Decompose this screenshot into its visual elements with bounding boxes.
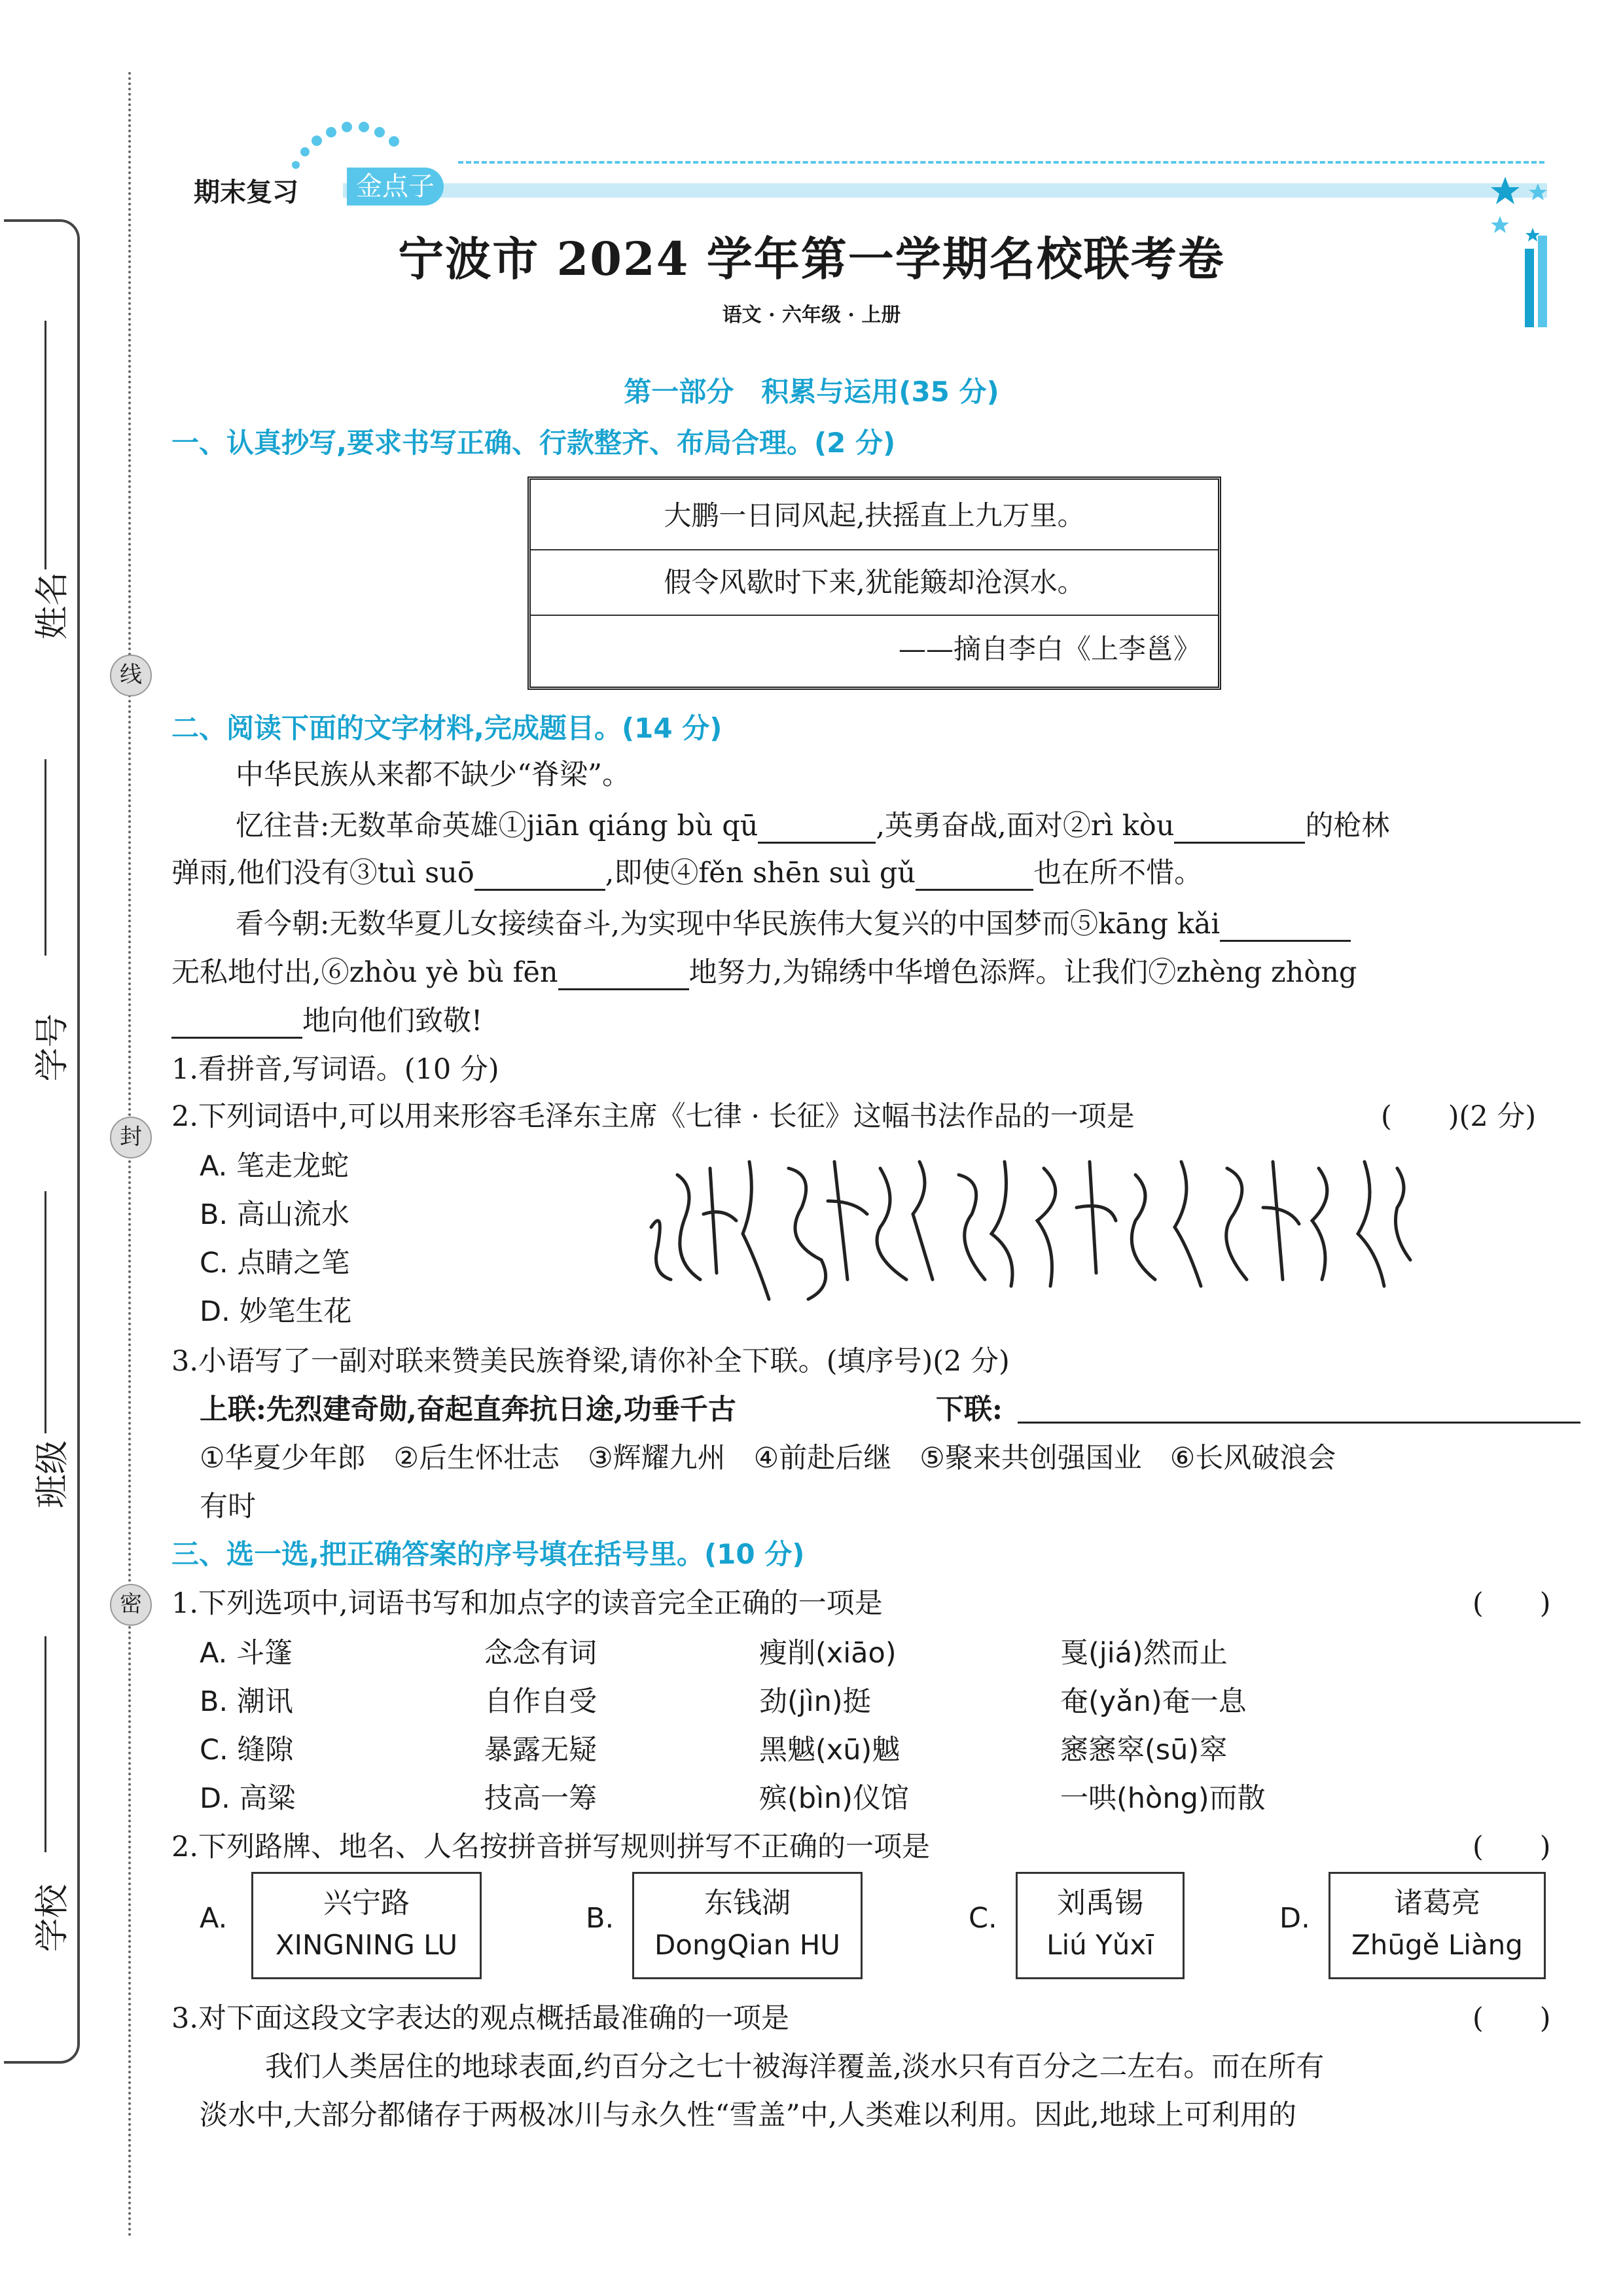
name-label: 姓名 bbox=[33, 571, 73, 640]
copy-line-1: 大鹏一日同风起,扶摇直上九万里。 bbox=[664, 499, 1085, 531]
sign-c-letter[interactable]: C. bbox=[969, 1902, 997, 1935]
q2-line-3 bbox=[171, 851, 1202, 891]
class-blank[interactable] bbox=[45, 1191, 46, 1433]
blank-2[interactable] bbox=[1174, 842, 1305, 844]
q2-text: 忆往昔:无数革命英雄①jiān qiáng bù qū bbox=[236, 810, 758, 842]
q3-passage-1: 我们人类居住的地球表面,约百分之七十被海洋覆盖,淡水只有百分之二左右。而在所有 bbox=[265, 2051, 1325, 2083]
sign-a-cn: 兴宁路 bbox=[323, 1886, 410, 1920]
q2-opt-b[interactable]: B. 高山流水 bbox=[200, 1198, 349, 1231]
number-blank[interactable] bbox=[45, 759, 46, 956]
q2-opt-c[interactable]: C. 点睛之笔 bbox=[200, 1247, 350, 1280]
q2-line-6 bbox=[171, 999, 482, 1039]
couplet-lower-label: 下联: bbox=[936, 1393, 1003, 1426]
copy-box bbox=[527, 476, 1221, 690]
header-bar bbox=[343, 183, 1547, 198]
q3-row-d-1[interactable]: D. 高粱 bbox=[200, 1782, 296, 1815]
q3-sub-1-paren[interactable]: ( ) bbox=[1472, 1587, 1551, 1620]
q2-text: 也在所不惜。 bbox=[1033, 857, 1203, 889]
q3-row-d-4: 一哄(hòng)而散 bbox=[1060, 1782, 1266, 1815]
q2-para-1: 中华民族从来都不缺少“脊梁”。 bbox=[236, 759, 630, 791]
sign-a-letter[interactable]: A. bbox=[200, 1902, 228, 1935]
seal-line: 线 bbox=[110, 655, 152, 696]
q3-row-a-4: 戛(jiá)然而止 bbox=[1060, 1637, 1228, 1670]
q2-sub-2-paren[interactable]: ( )(2 分) bbox=[1381, 1100, 1537, 1133]
blank-4[interactable] bbox=[916, 889, 1033, 891]
sign-b-cn: 东钱湖 bbox=[704, 1886, 791, 1920]
header-tag-gold: 金点子 bbox=[347, 168, 444, 206]
q3-passage-2: 淡水中,大部分都储存于两极冰川与永久性“雪盖”中,人类难以利用。因此,地球上可利用的 bbox=[200, 2099, 1296, 2132]
q3-sub-3: 3.对下面这段文字表达的观点概括最准确的一项是 bbox=[171, 2002, 790, 2035]
q3-heading: 三、选一选,把正确答案的序号填在括号里。(10 分) bbox=[171, 1538, 805, 1570]
sign-b bbox=[632, 1872, 863, 1979]
dots-arc-icon bbox=[288, 119, 406, 171]
q3-row-b-3: 劲(jìn)挺 bbox=[759, 1685, 871, 1718]
sign-d bbox=[1329, 1872, 1546, 1979]
copy-line-2: 假令风歇时下来,犹能簸却沧溟水。 bbox=[664, 566, 1085, 598]
binding-margin bbox=[4, 219, 80, 2064]
sign-d-py: Zhūgě Liàng bbox=[1351, 1929, 1523, 1961]
copy-source: ——摘自李白《上李邕》 bbox=[898, 633, 1201, 665]
couplet-options-cont: 有时 bbox=[200, 1490, 256, 1523]
sign-a-py: XINGNING LU bbox=[275, 1929, 458, 1961]
page-subtitle: 语文 · 六年级 · 上册 bbox=[722, 304, 901, 327]
sign-b-py: DongQian HU bbox=[654, 1929, 841, 1961]
q3-sub-2: 2.下列路牌、地名、人名按拼音拼写规则拼写不正确的一项是 bbox=[171, 1831, 931, 1863]
q2-text: 的枪林 bbox=[1305, 810, 1390, 842]
blank-7[interactable] bbox=[171, 1037, 302, 1039]
q3-row-c-4: 窸窸窣(sū)窣 bbox=[1060, 1734, 1228, 1767]
blank-3[interactable] bbox=[474, 889, 605, 891]
couplet-upper: 上联:先烈建奇勋,奋起直奔抗日途,功垂千古 bbox=[200, 1393, 736, 1426]
q3-row-a-2: 念念有词 bbox=[484, 1637, 597, 1670]
school-blank[interactable] bbox=[45, 1636, 46, 1852]
q3-row-b-1[interactable]: B. 潮讯 bbox=[200, 1685, 293, 1718]
part-one-title: 第一部分 积累与运用(35 分) bbox=[624, 376, 999, 408]
header-tag-review: 期末复习 bbox=[194, 177, 298, 207]
q2-heading: 二、阅读下面的文字材料,完成题目。(14 分) bbox=[171, 712, 722, 744]
q2-opt-a[interactable]: A. 笔走龙蛇 bbox=[200, 1150, 349, 1183]
sign-d-cn: 诸葛亮 bbox=[1394, 1886, 1480, 1920]
q2-line-5 bbox=[171, 950, 1357, 990]
q3-row-b-4: 奄(yǎn)奄一息 bbox=[1060, 1685, 1247, 1718]
seal-seal: 封 bbox=[110, 1117, 152, 1158]
q3-row-d-3: 殡(bìn)仪馆 bbox=[759, 1782, 910, 1815]
class-label: 班级 bbox=[33, 1440, 73, 1509]
blank-1[interactable] bbox=[758, 842, 876, 844]
q2-text: ,即使④fěn shēn suì gǔ bbox=[605, 857, 916, 889]
q3-row-c-1[interactable]: C. 缝隙 bbox=[200, 1734, 294, 1767]
q2-text: 看今朝:无数华夏儿女接续奋斗,为实现中华民族伟大复兴的中国梦而⑤kāng kǎi bbox=[236, 908, 1221, 941]
q2-text: 弹雨,他们没有③tuì suō bbox=[171, 857, 474, 889]
q1-heading: 一、认真抄写,要求书写正确、行款整齐、布局合理。(2 分) bbox=[171, 427, 896, 459]
q2-sub-3: 3.小语写了一副对联来赞美民族脊梁,请你补全下联。(填序号)(2 分) bbox=[171, 1345, 1010, 1378]
school-label: 学校 bbox=[33, 1884, 73, 1952]
calligraphy-image bbox=[638, 1149, 1417, 1325]
q3-row-a-3: 瘦削(xiāo) bbox=[759, 1637, 897, 1670]
q2-sub-1: 1.看拼音,写词语。(10 分) bbox=[171, 1053, 499, 1086]
sign-d-letter[interactable]: D. bbox=[1279, 1902, 1310, 1935]
q3-sub-3-paren[interactable]: ( ) bbox=[1472, 2002, 1551, 2035]
name-blank[interactable] bbox=[45, 321, 46, 569]
sign-c bbox=[1016, 1872, 1185, 1979]
blank-5[interactable] bbox=[1220, 940, 1351, 942]
sign-b-letter[interactable]: B. bbox=[586, 1902, 615, 1935]
sign-c-py: Liú Yǔxī bbox=[1046, 1929, 1154, 1961]
q2-text: 地向他们致敬! bbox=[302, 1005, 483, 1037]
q2-opt-d[interactable]: D. 妙笔生花 bbox=[200, 1295, 352, 1328]
q3-sub-2-paren[interactable]: ( ) bbox=[1472, 1831, 1551, 1863]
q3-row-d-2: 技高一筹 bbox=[484, 1782, 597, 1815]
seal-secret: 密 bbox=[110, 1584, 152, 1626]
sign-c-cn: 刘禹锡 bbox=[1057, 1886, 1143, 1920]
header-dash bbox=[458, 161, 1544, 164]
couplet-options: ①华夏少年郎 ②后生怀壮志 ③辉耀九州 ④前赴后继 ⑤聚来共创强国业 ⑥长风破浪会 bbox=[200, 1442, 1336, 1475]
sign-a bbox=[251, 1872, 482, 1979]
q3-row-b-2: 自作自受 bbox=[484, 1685, 597, 1718]
q2-line-4 bbox=[236, 902, 1351, 942]
page-title: 宁波市 2024 学年第一学期名校联考卷 bbox=[398, 232, 1225, 286]
blank-6[interactable] bbox=[558, 988, 689, 990]
q2-text: 无私地付出,⑥zhòu yè bù fēn bbox=[171, 956, 558, 989]
q2-sub-2: 2.下列词语中,可以用来形容毛泽东主席《七律 · 长征》这幅书法作品的一项是 bbox=[171, 1100, 1135, 1133]
q2-text: 地努力,为锦绣中华增色添辉。让我们⑦zhèng zhòng bbox=[688, 956, 1357, 989]
q3-row-c-2: 暴露无疑 bbox=[484, 1734, 597, 1767]
q2-line-2 bbox=[236, 804, 1389, 844]
couplet-lower-blank[interactable] bbox=[1018, 1422, 1580, 1424]
q3-row-c-3: 黑魆(xū)魆 bbox=[759, 1734, 901, 1767]
q3-sub-1: 1.下列选项中,词语书写和加点字的读音完全正确的一项是 bbox=[171, 1587, 883, 1620]
number-label: 学号 bbox=[33, 1013, 73, 1082]
q2-text: ,英勇奋战,面对②rì kòu bbox=[876, 810, 1175, 842]
q3-row-a-1[interactable]: A. 斗篷 bbox=[200, 1637, 293, 1670]
